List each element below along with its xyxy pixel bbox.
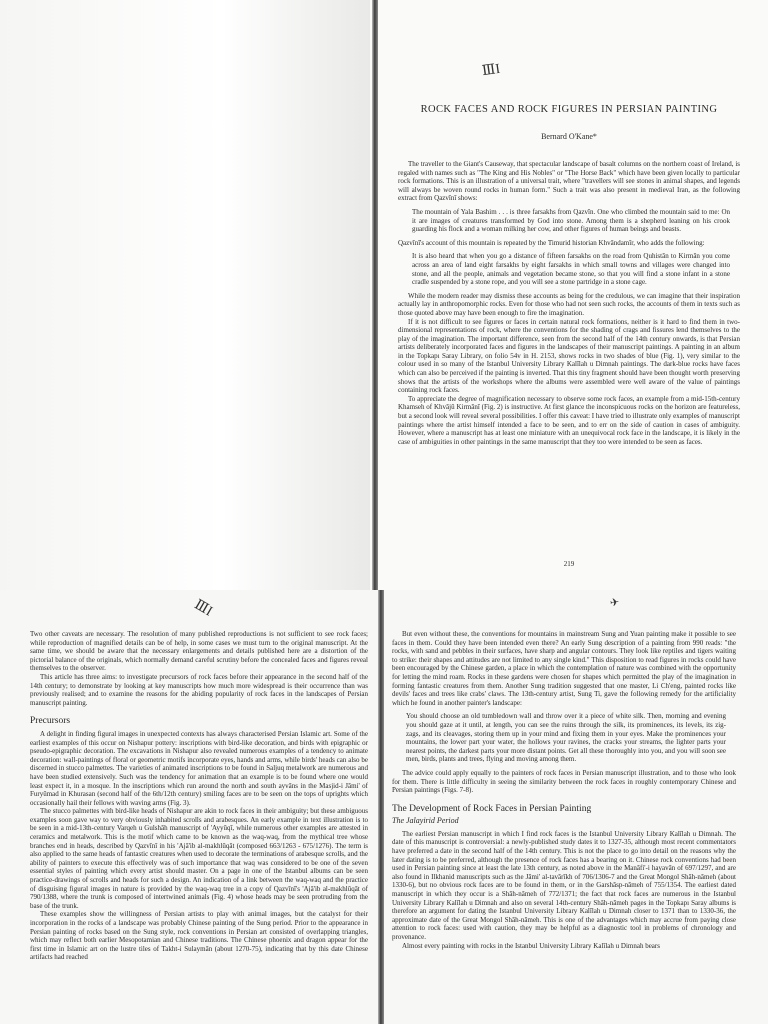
paragraph: To appreciate the degree of magnification necessary to observe some rock faces, an example from a mid-15th-century Khamseh of Khvājū Kirmānī (Fig. 2) is instructive. At first glance the inconspicuous rocks on the horizon are featureless, but a second look will reveal several possibilities. I offer this caveat: I have tried to illustrate only examples of manuscript paintings where the artist himself intended a face to be seen, and to err on the side of caution in cases of ambiguity. However, where a manuscript has at least one miniature with an unequivocal rock face in the landscape, it is likely in the case of ambiguities in other paintings in the same manuscript that they too were intended to be seen as faces. bbox=[398, 394, 740, 446]
book-gutter bbox=[378, 590, 384, 1024]
article-body-right bbox=[392, 630, 736, 950]
paragraph: If it is not difficult to see figures or faces in certain natural rock formations, neither is it hard to find them in two-dimensional representations of rock, where the conventions for the shading of crags and fissures lend themselves to the play of the imagination. The important difference, seen from the second half of the 14th century onwards, is that Persian artists deliberately incorporated faces and figures in the landscapes of their manuscript paintings. A painting in an album in the Topkapı Saray Library, on folio 54v in H. 2153, shows rocks in two shades of blue (Fig. 1), very similar to the colour used in so many of the Istanbul University Library Kalīlah u Dimnah paintings. The dark-blue rocks have faces which can also be perceived if the painting is inverted. That this tiny fragment should have been thought worth preserving shows that the artists of the workshops where the albums were assembled were well aware of the value of paintings containing rock faces. bbox=[398, 317, 740, 395]
page-spread-bottom bbox=[0, 590, 768, 1024]
paragraph: These examples show the willingness of Persian artists to play with animal images, but the catalyst for their incorporation in the rocks of a landscape was probably Chinese painting of the Sung period. Prior to the appearance in Persian painting of rocks based on the Sung style, rock conventions in Persian art consisted of overlapping triangles, which may reflect both earlier Mesopotamian and Chinese traditions. The Chinese phoenix and dragon appear for the first time in Islamic art on the lustre tiles of Takht-i Sulaymān (about 1270-75), indicating that by this date Chinese artifacts had reached bbox=[30, 910, 368, 962]
paragraph: Almost every painting with rocks in the Istanbul University Library Kalīlah u Dimnah bears bbox=[402, 941, 660, 950]
block-quote: You should choose an old tumbledown wall and throw over it a piece of white silk. Then, morning and evening you should gaze at it until, at length, you can see the ruins through the silk, its prominences, its levels, its zig-zags, and its cleavages, storing them up in your mind and fixing them in your eyes. Make the prominences your mountains, the lower part your water, the hollows your ravines, the cracks your streams, the lighter parts your nearest points, the darkest parts your more distant points. Get all these thoroughly into you, and you will soon see men, birds, plants and trees, flying and moving among them. bbox=[406, 712, 726, 764]
paragraph: A delight in finding figural images in unexpected contexts has always characterised Persian Islamic art. Some of the earliest examples of this occur on Nishapur pottery: inscriptions with bird-like decoration, and birds with epigraphic or pseudo-epigraphic decoration. The excavations in Nishapur also revealed numerous examples of a tendency to animate decoration: wall-paintings of floral or geometric motifs incorporate eyes, hands and arms, while birds' heads can also be discerned in stucco palmettes. The varieties of animated inscriptions to be found in Saljuq metalwork are numerous and have been studied extensively. Such was the tendency for animation that an example is to be found where one would least expect it, in a mosque. In the inscriptions which run around the north and south ayvāns in the Masjid-i Jāmi' of Furyūmad in Khurasan (second half of the 6th/12th century) smiling faces are to be seen on the tops of uprights which occasionally hail their fellows with waving arms (Fig. 3). bbox=[30, 729, 368, 807]
section-heading: The Development of Rock Faces in Persian Painting bbox=[392, 803, 592, 814]
block-quote: It is also heard that when you go a distance of fifteen farsakhs on the road from Quhistān to Kirmān you come across an area of land eight farsakhs by eight farsakhs in which small towns and villages were changed into stone, and all the people, animals and vegetation became stone, so that you will find a stone infant in a stone cradle suspended by a stone rope, and you will see a stone partridge in a stone cage. bbox=[412, 252, 730, 287]
page-stamp: ⅢI bbox=[481, 61, 502, 80]
article-body-left bbox=[30, 630, 368, 962]
paragraph: Two other caveats are necessary. The resolution of many published reproductions is not sufficient to see rock faces; while reproduction of magnified details can be of help, in some cases we must turn to the original manuscript. At the same time, we should be aware that the necessary enlargements and details published here are a distortion of the pictorial balance of the originals, which normally demand careful scrutiny before the concealed faces and figures reveal themselves to the observer. bbox=[30, 630, 368, 673]
paragraph: But even without these, the conventions for mountains in mainstream Sung and Yuan painting make it possible to see faces in them. Could they have been intended even there? An early Sung description of a painting from 990 reads: "the rocks, with sand and pebbles in their surfaces, have sharp and angular contours. They look like reptiles and tigers waiting to strike: their shapes and attitudes are not limited to any single kind." This disposition to read figures in rocks could have been encouraged by the Chinese garden, a place in which the contemplation of nature was combined with the opportunity for letting the mind roam. Rocks in these gardens were chosen for shapes which permitted the play of the imagination in forming fantastic creatures from them. Another Sung tradition suggested that one master, Li Ch'eng, painted rocks like devils' faces and trees like crabs' claws. The 13th-century artist, Sung Ti, gave the following remedy for the artificiality which he found in another painter's landscape: bbox=[392, 630, 736, 707]
block-quote: The mountain of Yala Bashim . . . is three farsakhs from Qazvīn. One who climbed the mountain said to me: On it are images of creatures transformed by God into stone. Among them is a shepherd leaning on his crook guarding his flock and a woman milking her cow, and other figures of human beings and beasts. bbox=[412, 207, 730, 234]
paragraph: The advice could apply equally to the painters of rock faces in Persian manuscript illustration, and to those who look for them. There is little difficulty in seeing the similarity between the rock faces in roughly contemporary Chinese and Persian paintings (Figs. 7-8). bbox=[392, 768, 736, 795]
article-body-top bbox=[398, 160, 740, 446]
book-gutter bbox=[372, 0, 378, 590]
paragraph: This article has three aims: to investigate precursors of rock faces before their appearance in the second half of the 14th century; to demonstrate by looking at key manuscripts how much more widespread is their occurrence than was previously realised; and to examine the reasons for the abiding popularity of rock faces in the landscapes of Persian manuscript painting. bbox=[30, 672, 368, 707]
paragraph: The traveller to the Giant's Causeway, that spectacular landscape of basalt columns on the northern coast of Ireland, is regaled with names such as "The King and His Nobles" or "The Horse Back" which have been given locally to particular rock formations. This is an illustration of a universal trait, where "travellers will see stones in animal shapes, and legends will always be woven round rocks in human form." Such a trait was also present in medieval Iran, as the following extract from Qazvīnī shows: bbox=[398, 160, 740, 203]
blank-left-page bbox=[0, 0, 370, 590]
paragraph: The earliest Persian manuscript in which I find rock faces is the Istanbul University Library Kalīlah u Dimnah. The date of this manuscript is controversial: a newly-published study dates it to 1327-35, although most recent commentators have preferred a date in the second half of the 14th century. This is not the place to go into detail on the reasons why the later dating is to be preferred, although the presence of rock faces has a bearing on it. Chinese rock conventions had been used in Persian painting since at least the late 13th century, as noted above in the Manāfi'-i hayavān of 697/1297, and are also found in Ilkhanid manuscripts such as the Jāmi' al-tavārīkh of 706/1306-7 and the Great Mongol Shāh-nāmeh (about 1330-6), but no obvious rock faces are to be found in them, or in the Garshāsp-nāmeh of 755/1354. The earliest dated manuscript in which they occur is a Shāh-nāmeh of 772/1371; the fact that rock faces are numerous in the Istanbul University Library Kalīlah u Dimnah and also on several 14th-century Shāh-nāmeh pages in the Topkapı Saray albums is therefore an argument for dating the Istanbul University Library Kalīlah u Dimnah closer to 1371 than to 1330-36, the approximate date of the Great Mongol Shāh-nāmeh. This is one of the advantages which may accrue from paying close attention to rock faces: used with caution, they may be helpful as a diagnostic tool in problems of chronology and provenance. bbox=[392, 829, 736, 941]
article-author: Bernard O'Kane* bbox=[541, 132, 597, 141]
page-number: 219 bbox=[563, 560, 575, 568]
paragraph: Qazvīnī's account of this mountain is repeated by the Timurid historian Khvāndamīr, who adds the following: bbox=[398, 238, 705, 247]
page-stamp: ✈ bbox=[609, 596, 621, 610]
section-heading: Precursors bbox=[30, 716, 71, 727]
paragraph: The stucco palmettes with bird-like heads of Nishapur are akin to rock faces in their ambiguity; but these ambiguous examples soon gave way to very obviously inhabited scrolls and arabesques. An early example in text illustration is to be seen in a mid-13th-century Varqeh u Gulshāh manuscript of 'Ayyūqī, while numerous other examples are attested in ceramics and metalwork. This is the motif which came to be known as the waq-waq, from the mythical tree whose branches end in heads, described by Qazvīnī in his 'Ajā'ib al-makhlūqāt (composed 663/1263 - 675/1276). The term is also applied to the same heads of fantastic creatures when used to decorate the terminations of arabesque scrolls, and the ability of painters to execute this effectively was of such importance that waq was considered to be one of the seven essential styles of painting which every artist should master. On a page in one of the Istanbul albums can be seen practice-drawings of scrolls and heads for such a design. An indication of a link between the waq-waq and the practice of disguising figural images in nature is provided by the waq-waq tree in a copy of Qazvīnī's 'Ajā'ib al-makhlūqāt of 790/1388, where the trunk is composed of intertwined animals (Fig. 4) whose heads may be seen protruding from the base of the trunk. bbox=[30, 807, 368, 910]
subsection-heading: The Jalayirid Period bbox=[392, 816, 459, 826]
paragraph: While the modern reader may dismiss these accounts as being for the credulous, we can imagine that their inspiration actually lay in anthropomorphic rocks. Even for those who had not seen such rocks, the accounts of them in texts such as those quoted above may have been enough to fire the imagination. bbox=[398, 291, 740, 317]
page-stamp: ⅢI bbox=[191, 597, 215, 620]
article-title: ROCK FACES AND ROCK FIGURES IN PERSIAN PAINTING bbox=[420, 104, 718, 115]
